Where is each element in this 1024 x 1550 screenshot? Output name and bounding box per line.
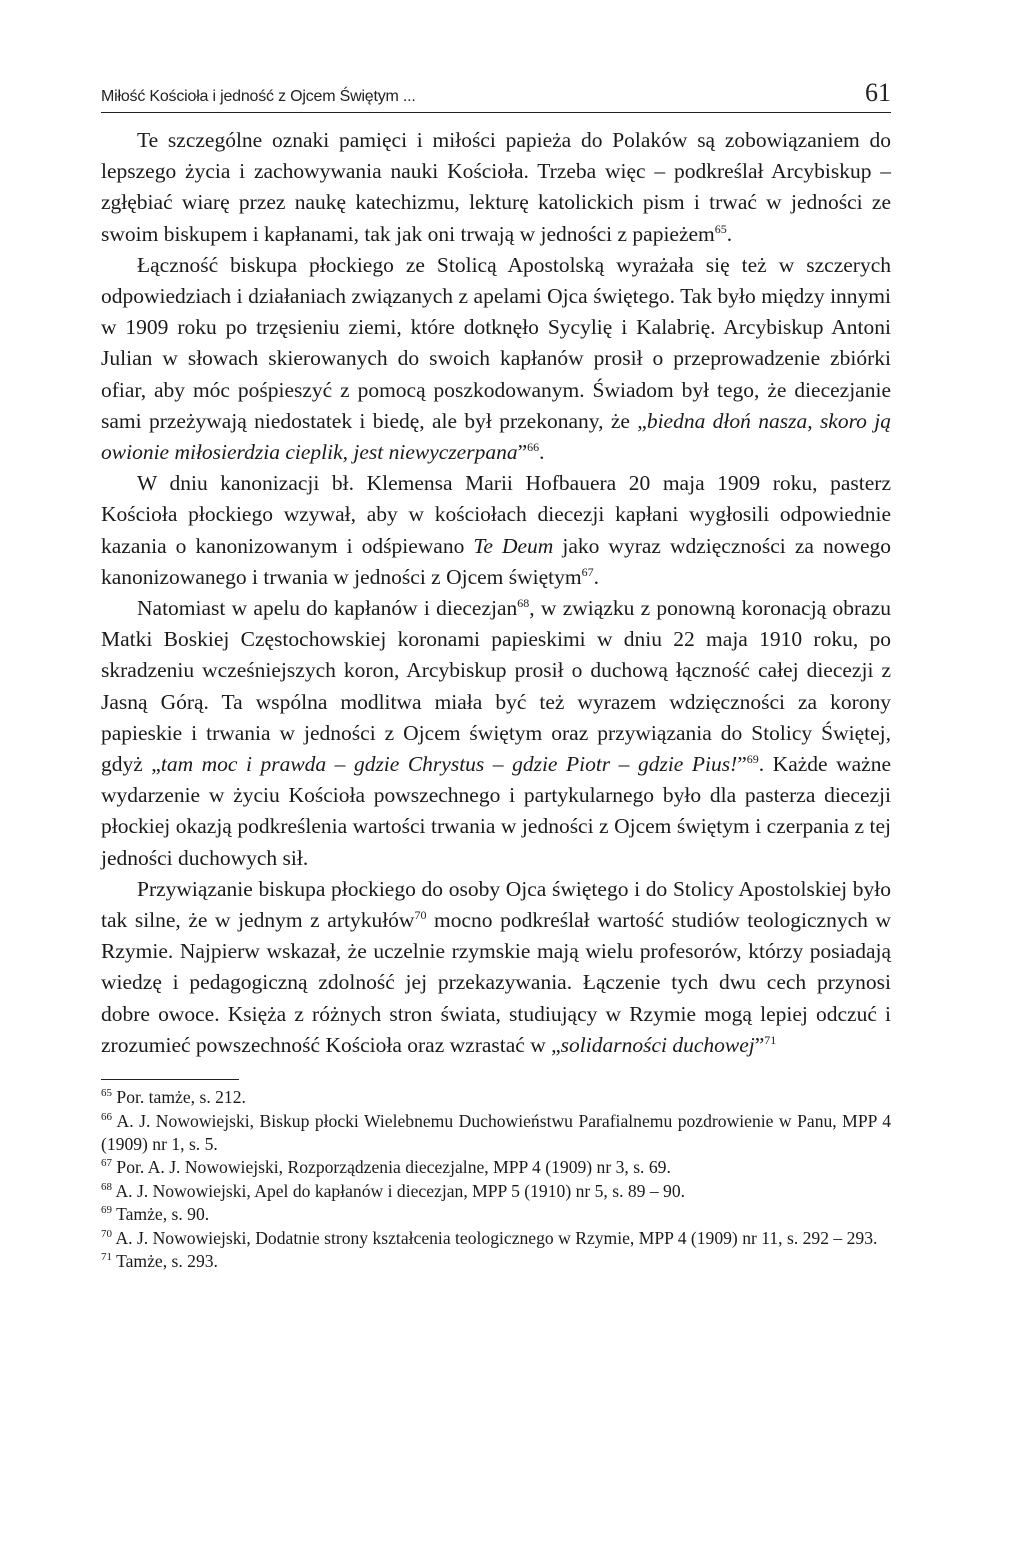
page-number: 61 bbox=[865, 78, 891, 107]
footnote-number: 66 bbox=[101, 1110, 112, 1123]
footnote bbox=[101, 1180, 891, 1203]
footnote-text: A. J. Nowowiejski, Dodatnie strony kształcenia teologicznego w Rzymie, MPP 4 (1909) nr 11, s. 292 – 293. bbox=[115, 1227, 878, 1248]
footnotes bbox=[101, 1086, 891, 1273]
footnote-ref: 68 bbox=[517, 595, 530, 610]
text-run: , w związku z ponowną koronacją obrazu Matki Boskiej Częstochowskiej koronami papieskimi w dniu 22 maja 1910 roku, po skradzeniu wcześniejszych koron, Arcybiskup prosił o duchową łączność całej diecezji z Jasną Górą. Ta wspólna modlitwa miała być też wyrazem wdzięczności za korony papieskie i trwania w jedności z Ojcem świętym oraz przywiązania do Stolicy Świętej, gdyż „ bbox=[101, 596, 891, 777]
book-page bbox=[101, 78, 891, 1273]
footnote bbox=[101, 1156, 891, 1179]
footnote-text: Por. A. J. Nowowiejski, Rozporządzenia diecezjalne, MPP 4 (1909) nr 3, s. 69. bbox=[116, 1157, 671, 1178]
text-run: jako wyraz wdzięczności za nowego kanonizowanego i trwania w jedności z Ojcem świętym bbox=[101, 533, 892, 589]
footnote-number: 67 bbox=[101, 1157, 112, 1170]
footnote-number: 70 bbox=[101, 1227, 112, 1240]
main-text bbox=[101, 125, 891, 1061]
footnote-ref: 71 bbox=[764, 1032, 777, 1047]
paragraph bbox=[101, 468, 891, 593]
text-run: . bbox=[726, 221, 733, 246]
text-run: Natomiast w apelu do kapłanów i diecezjan bbox=[137, 596, 518, 621]
footnote-text: A. J. Nowowiejski, Apel do kapłanów i diecezjan, MPP 5 (1910) nr 5, s. 89 – 90. bbox=[115, 1180, 686, 1201]
text-run: W dniu kanonizacji bł. Klemensa Marii Hofbauera 20 maja 1909 roku, pasterz Kościoła płockiego wzywał, aby w kościołach diecezji kapłani wygłosili odpowiednie kazania o kanonizowanym i odśpiewano bbox=[101, 471, 891, 558]
paragraph bbox=[101, 593, 891, 874]
paragraph bbox=[101, 125, 891, 250]
text-run: mocno podkreślał wartość studiów teologicznych w Rzymie. Najpierw wskazał, że uczelnie rzymskie mają wielu profesorów, którzy posiadają wiedzę i pedagogiczną zdolność jej przekazywania. Łączenie tych dwu cech przynosi dobre owoce. Księża z różnych stron świata, studiujący w Rzymie mogą lepiej odczuć i zrozumieć powszechność Kościoła oraz wzrastać w „ bbox=[101, 908, 891, 1057]
footnote-text: Por. tamże, s. 212. bbox=[116, 1087, 246, 1108]
footnote-ref: 70 bbox=[414, 907, 427, 922]
paragraph bbox=[101, 250, 891, 468]
text-run: ” bbox=[737, 752, 747, 777]
footnote-text: A. J. Nowowiejski, Biskup płocki Wielebnemu Duchowieństwu Parafialnemu pozdrowienie w Panu, MPP 4 (1909) nr 1, s. 5. bbox=[101, 1110, 892, 1154]
text-run: . Każde ważne wydarzenie w życiu Kościoła powszechnego i partykularnego było dla pasterza diecezji płockiej okazją podkreślenia wartości trwania w jedności z Ojcem świętym i czerpania z tej jedności duchowych sił. bbox=[101, 752, 891, 870]
italic-quote: Te Deum bbox=[473, 533, 554, 558]
footnote-text: Tamże, s. 293. bbox=[116, 1250, 218, 1271]
text-run: Te szczególne oznaki pamięci i miłości papieża do Polaków są zobowiązaniem do lepszego życia i zachowywania nauki Kościoła. Trzeba więc – podkreślał Arcybiskup – zgłębiać wiarę przez naukę katechizmu, lekturę katolickich pism i trwać w jedności ze swoim biskupem i kapłanami, tak jak oni trwają w jedności z papieżem bbox=[101, 128, 891, 246]
footnote-number: 69 bbox=[101, 1204, 112, 1217]
footnote-number: 65 bbox=[101, 1087, 112, 1100]
text-run: ” bbox=[754, 1032, 765, 1057]
italic-quote: biedna dłoń nasza, skoro ją owionie miłosierdzia cieplik, jest niewyczerpana bbox=[101, 408, 891, 465]
footnote-text: Tamże, s. 90. bbox=[116, 1204, 210, 1225]
footnote-separator bbox=[101, 1079, 239, 1080]
text-run: Przywiązanie biskupa płockiego do osoby Ojca świętego i do Stolicy Apostolskiej było tak silne, że w jednym z artykułów bbox=[101, 876, 891, 933]
footnote bbox=[101, 1110, 891, 1157]
footnote-number: 68 bbox=[101, 1180, 112, 1193]
text-run: ” bbox=[517, 440, 528, 465]
footnote bbox=[101, 1203, 891, 1226]
footnote bbox=[101, 1250, 891, 1273]
footnote bbox=[101, 1086, 891, 1109]
text-run: . bbox=[539, 440, 545, 465]
footnote-number: 71 bbox=[101, 1251, 112, 1264]
text-run: . bbox=[593, 564, 599, 589]
italic-quote: tam moc i prawda – gdzie Chrystus – gdzie Piotr – gdzie Pius! bbox=[160, 752, 738, 777]
footnote-ref: 67 bbox=[581, 564, 594, 579]
footnote-ref: 69 bbox=[746, 751, 759, 766]
paragraph bbox=[101, 874, 891, 1061]
footnote bbox=[101, 1227, 891, 1250]
running-header bbox=[101, 78, 891, 113]
italic-quote: solidarności duchowej bbox=[560, 1032, 755, 1057]
footnote-ref: 66 bbox=[527, 439, 540, 454]
footnote-ref: 65 bbox=[714, 221, 727, 236]
text-run: Łączność biskupa płockiego ze Stolicą Apostolską wyrażała się też w szczerych odpowiedziach i działaniach związanych z apelami Ojca świętego. Tak było między innymi w 1909 roku po trzęsieniu ziemi, które dotknęło Sycylię i Kalabrię. Arcybiskup Antoni Julian w słowach skierowanych do swoich kapłanów prosił o przeprowadzenie zbiórki ofiar, aby móc pośpieszyć z pomocą poszkodowanym. Świadom był tego, że diecezjanie sami przeżywają niedostatek i biedę, ale był przekonany, że „ bbox=[101, 252, 891, 433]
running-title: Miłość Kościoła i jedność z Ojcem Świętym ... bbox=[101, 88, 416, 105]
